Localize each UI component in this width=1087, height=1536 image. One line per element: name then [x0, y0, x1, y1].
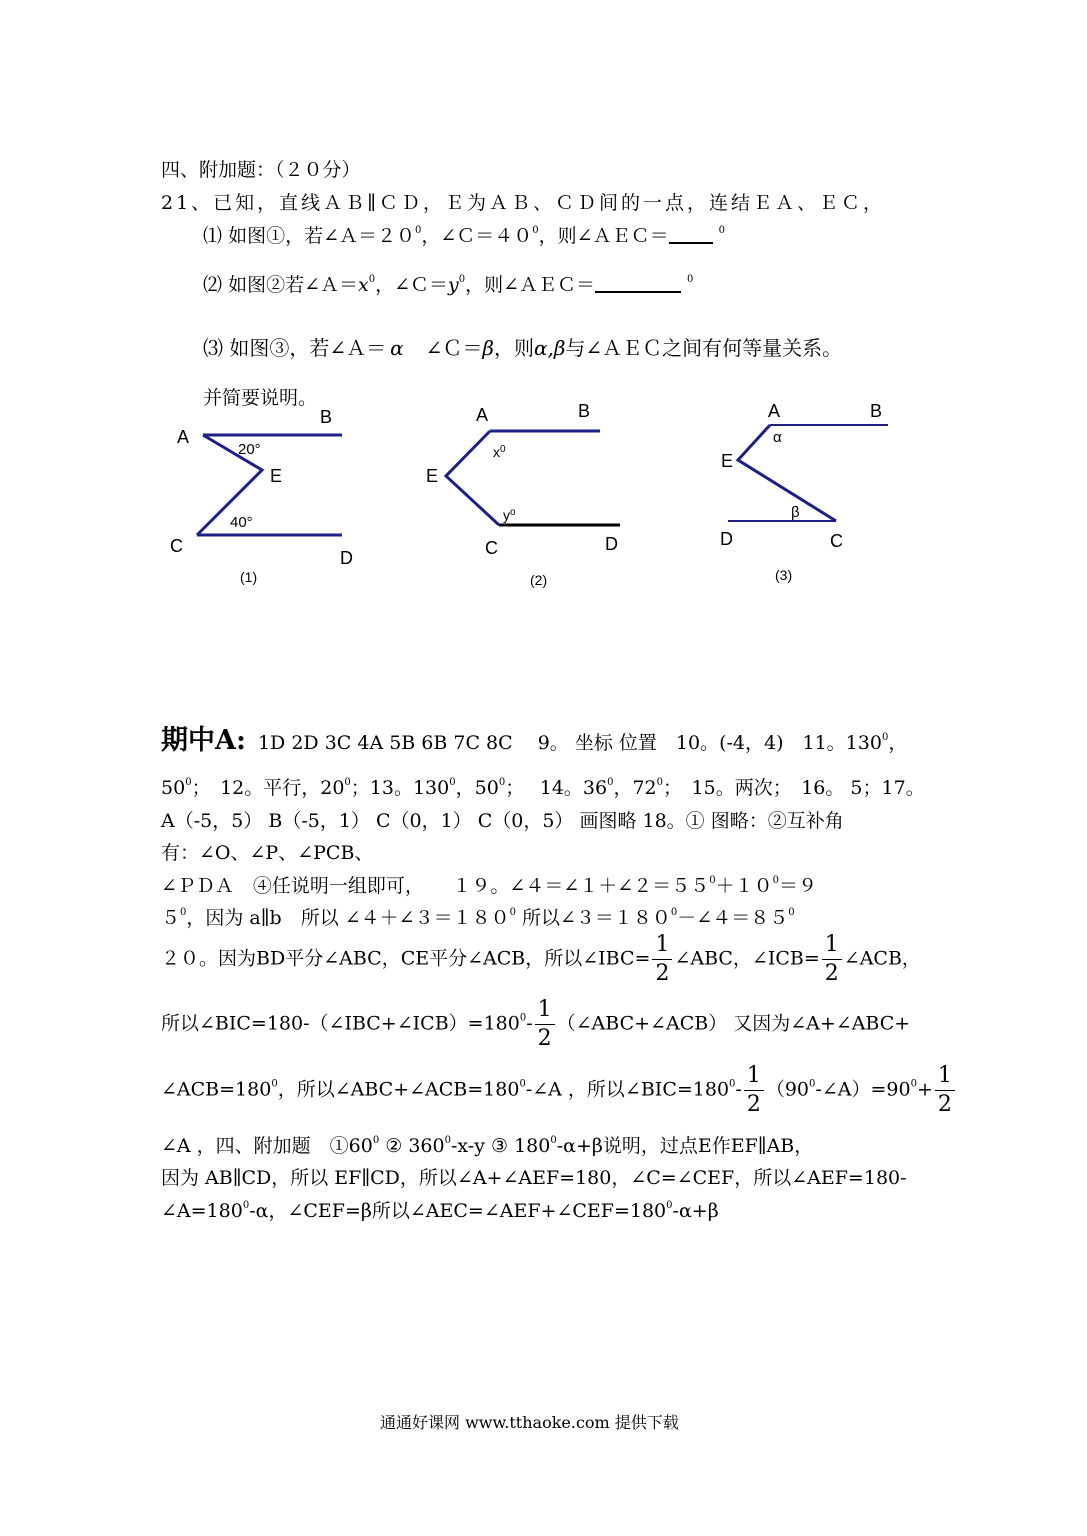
fig1-label-d: D: [340, 548, 353, 568]
fig2-line-aec: [446, 431, 499, 525]
answers-line-7: ２０。因为BD平分∠ABC，CE平分∠ACB，所以∠IBC= $\frac{1}{2}$ ∠ABC，∠ICB= $\frac{1}{2}$ ∠ACB，: [161, 932, 921, 986]
fig1-label-c: C: [170, 536, 183, 556]
answers-line-11: 因为 AB∥CD，所以 EF∥CD，所以∠A+∠AEF=180，∠C=∠CEF，所以∠AEF=180-: [161, 1167, 907, 1189]
fig3-label-a: A: [768, 401, 781, 421]
question-2: ⑵ 如图②若$\angle A=x^0$，$\angle C=y^0$，则∠ＡＥＣ＝ $^0$: [203, 274, 694, 296]
fig2-label-c: C: [485, 538, 498, 558]
figure-2: [426, 401, 620, 588]
answers-line-1: 期中A: 1D 2D 3C 4A 5B 6B 7C 8C 9。 坐标 位置 10。(-4，4) 11。$130^0$，: [161, 725, 908, 756]
question-3: ⑶ 如图③，若∠Ａ＝ α ∠Ｃ＝β，则α,β与∠ＡＥＣ之间有何等量关系。: [203, 336, 843, 360]
fig2-label-b: B: [578, 401, 591, 421]
answers-line-12: $\angle A=180^0-\alpha$，∠CEF=β所以$\angle AEC=\angle AEF+\angle CEF=180^0-\alpha+\beta$: [161, 1200, 719, 1222]
fig2-label-e: E: [426, 466, 439, 486]
answers-line-10: ∠A ，四、附加题 $①60^0$ ② $360^0-x-y$ ③ $180^0-\alpha+\beta$说明，过点E作EF∥AB，: [161, 1135, 814, 1157]
problem-stem: 21、已知，直线ＡＢ∥ＣＤ，Ｅ为ＡＢ、ＣＤ间的一点，连结ＥＡ、ＥＣ，: [161, 192, 885, 214]
answers-label: 期中A:: [161, 725, 246, 756]
fig1-caption: (1): [240, 569, 258, 585]
fig1-angle-c: 40°: [230, 514, 253, 531]
fig2-label-a: A: [476, 405, 489, 425]
answers-line-8: 所以$\angle BIC=180-(\angle IBC+\angle ICB)=180^0-$ $\frac{1}{2}$ （∠ABC+∠ACB） 又因为∠A+∠ABC+: [161, 997, 911, 1051]
fraction-half: $\frac{1}{2}$: [535, 999, 555, 1050]
answers-line-5: ∠ＰＤＡ ④任说明一组即可， １９。$\angle 4=\angle 1+\angle 2=55^0+10^0=9$: [161, 875, 817, 897]
fig2-caption: (2): [530, 572, 548, 588]
fig3-label-c: C: [830, 531, 843, 551]
fig1-angle-a: 20°: [238, 441, 261, 458]
fig1-label-b: B: [320, 407, 333, 427]
question-3-line-2: 并简要说明。: [203, 387, 318, 409]
fig3-angle-c: β: [791, 504, 800, 521]
fig2-angle-c: $y^o$: [503, 507, 516, 523]
fraction-half: $\frac{1}{2}$: [822, 934, 842, 985]
footer-credit: 通通好课网 www.tthaoke.com 提供下载: [380, 1413, 679, 1432]
fig3-line-aec: [738, 425, 836, 521]
fig1-label-a: A: [177, 427, 190, 447]
fig3-label-e: E: [721, 451, 734, 471]
fig3-angle-a: α: [773, 429, 782, 446]
fig2-label-d: D: [605, 534, 618, 554]
fig3-caption: (3): [775, 567, 793, 583]
fraction-half: $\frac{1}{2}$: [652, 934, 672, 985]
section-heading: 四、附加题：（２０分）: [161, 159, 361, 181]
answers-line-9: $\angle ACB=180^0$，所以$\angle ABC+\angle ACB=180^0-\angle A$ ，所以$\angle BIC=180^0-$ $\frac{1}{2}$ $(90^0-\angle A)=90^0+$ $\frac{1}{2}$: [161, 1065, 957, 1116]
answer-blank-1: [669, 224, 713, 244]
fig1-label-e: E: [270, 466, 283, 486]
answers-line-3: A（-5，5） B（-5，1） C（0，1） C（0，5） 画图略 18。① 图略：②互补角: [161, 810, 844, 832]
answers-line-4: 有：∠O、∠P、∠PCB、: [161, 842, 374, 864]
question-1: ⑴ 如图①，若$\angle A=20^0$，$\angle C=40^0$，则∠ＡＥＣ＝ $^0$: [203, 225, 725, 247]
figures-svg: [0, 390, 1087, 600]
fig3-label-d: D: [720, 529, 733, 549]
fig2-angle-a: $x^0$: [493, 444, 506, 460]
fraction-half: $\frac{1}{2}$: [935, 1065, 955, 1116]
figure-3: [720, 401, 888, 583]
answer-blank-2: [595, 273, 681, 293]
fig3-label-b: B: [870, 401, 883, 421]
answers-line-2: $50^0$； 12。平行，$20^0$；13。$130^0$，$50^0$； 14。$36^0$，$72^0$； 15。两次； 16。 5；17。: [161, 777, 925, 799]
figure-1: [170, 407, 353, 585]
answers-line-6: $5^0$，因为 a∥b 所以 $\angle 4+\angle 3=180^0$ 所以$\angle 3=180^0-\angle 4=85^0$: [161, 907, 795, 929]
fraction-half: $\frac{1}{2}$: [744, 1065, 764, 1116]
